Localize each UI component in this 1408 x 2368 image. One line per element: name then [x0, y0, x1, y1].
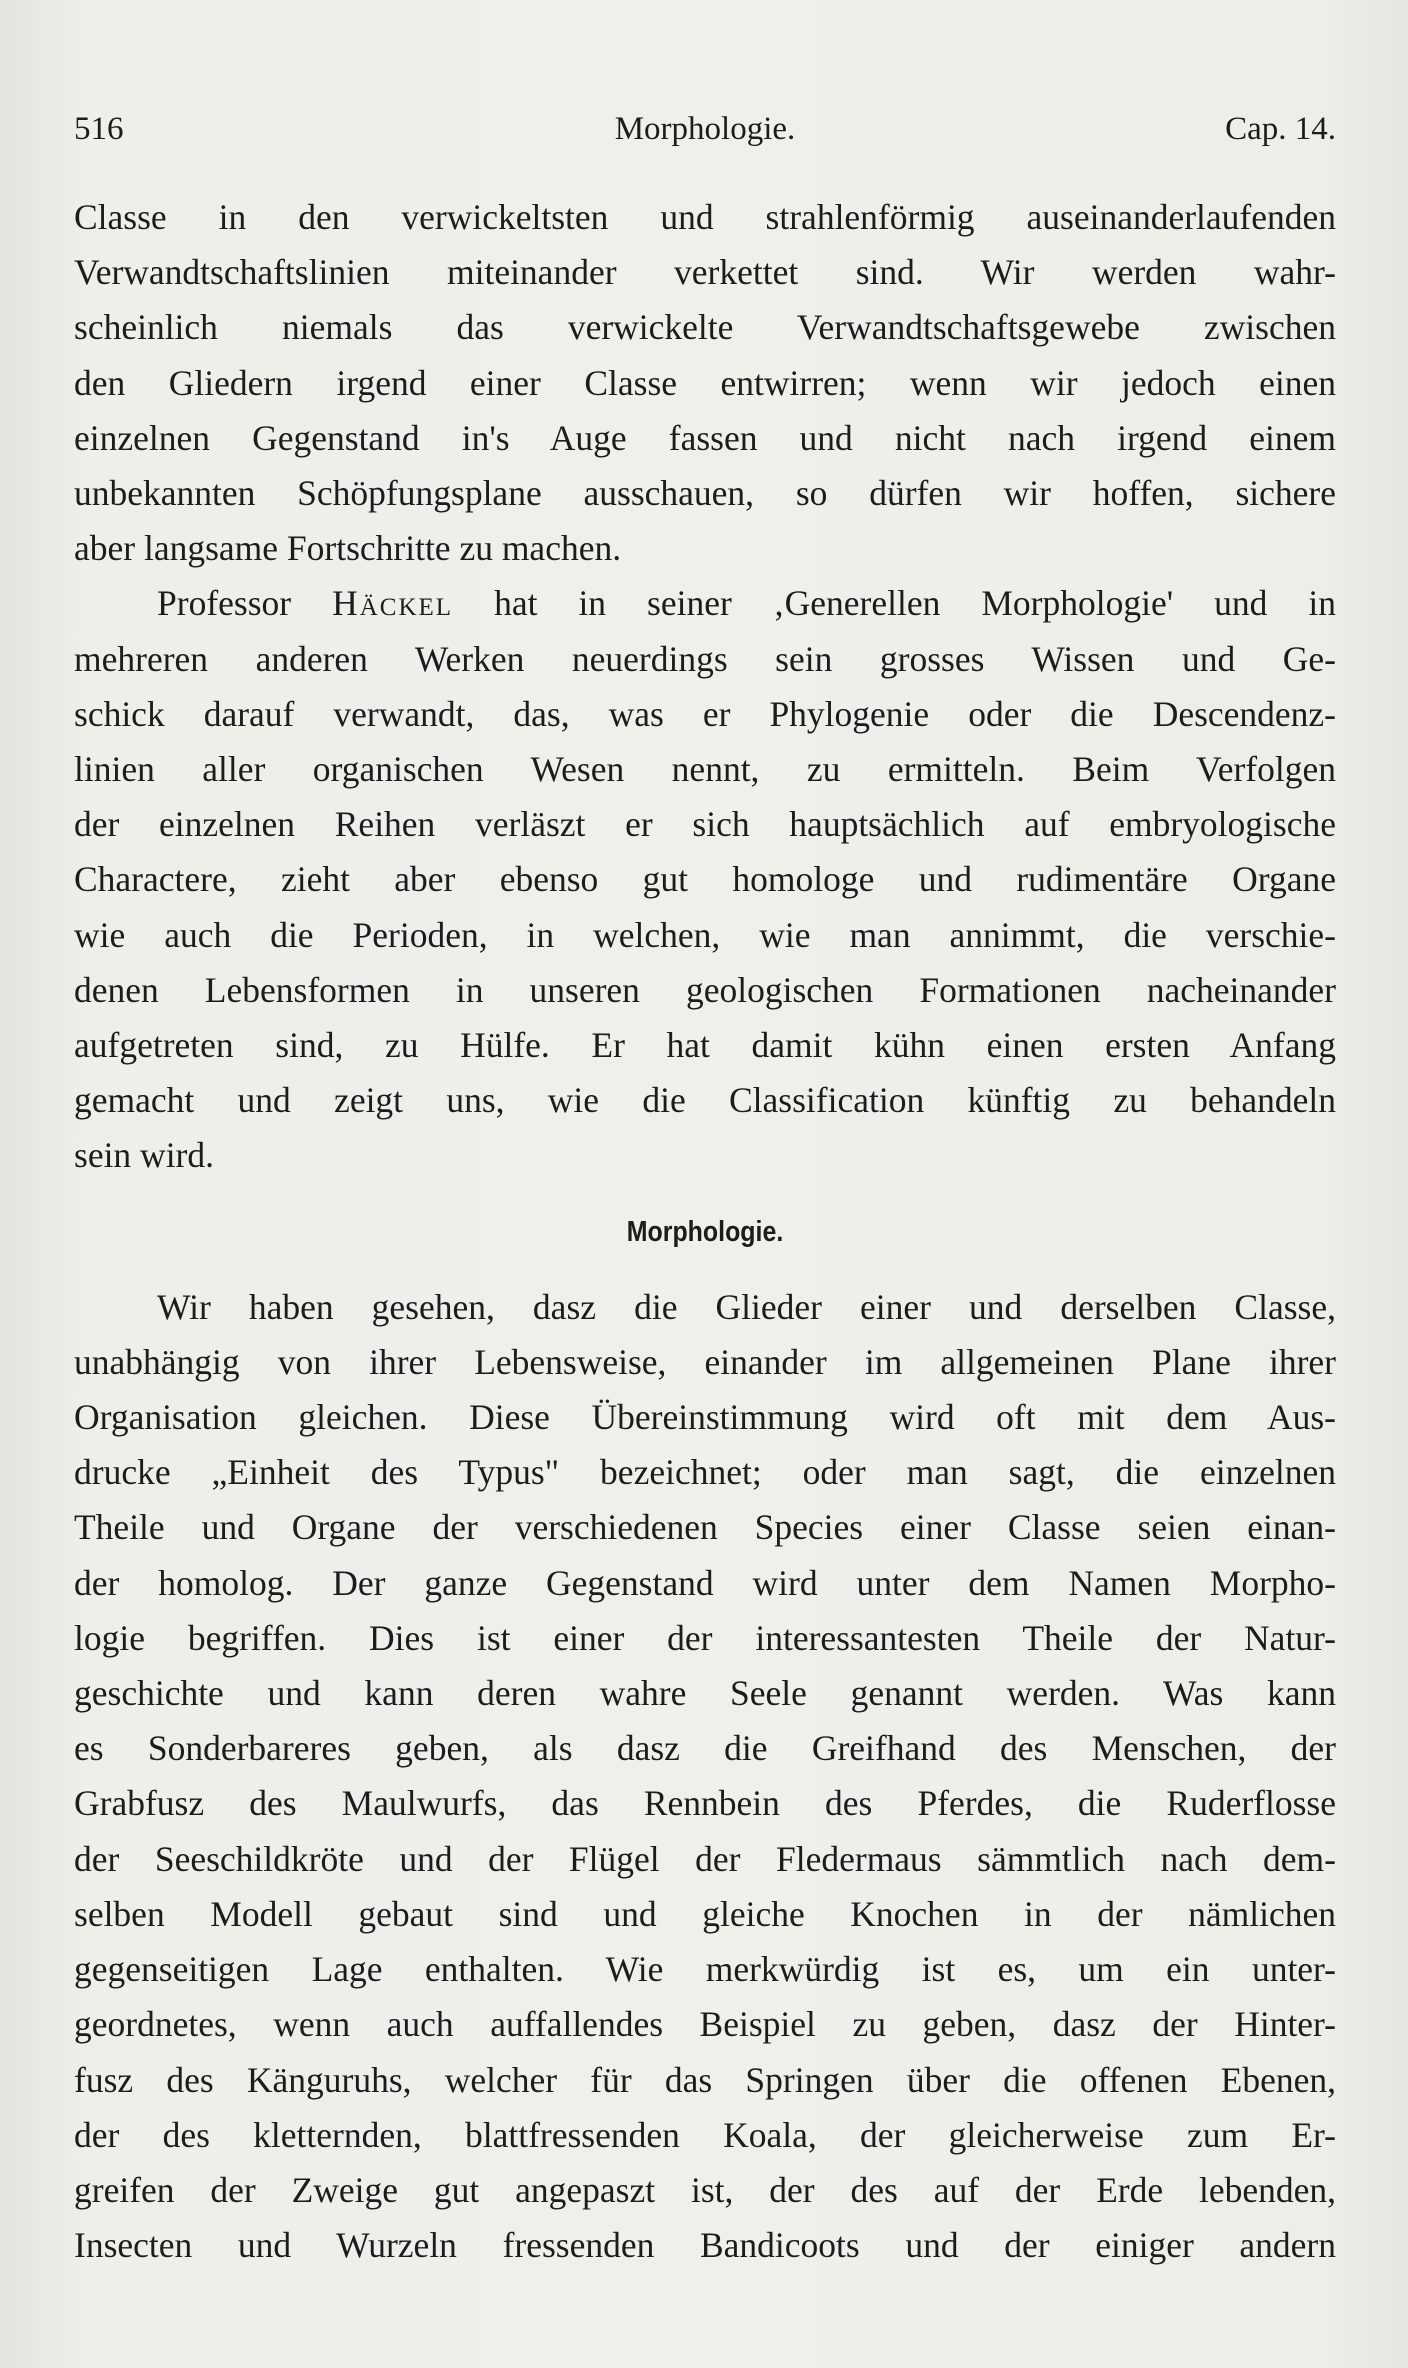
author-name: Häckel [332, 583, 454, 624]
text-line: Verwandtschaftslinien miteinander verkettet sind. Wir werden wahr- [74, 252, 1336, 293]
text-line: Grabfusz des Maulwurfs, das Rennbein des Pferdes, die Ruderflosse [74, 1783, 1336, 1824]
text-line: Charactere, zieht aber ebenso gut homologe und rudimentäre Organe [74, 859, 1336, 900]
text-line: unbekannten Schöpfungsplane ausschauen, so dürfen wir hoffen, sichere [74, 473, 1336, 514]
section-heading: Morphologie. [626, 1215, 784, 1248]
text-line: Insecten und Wurzeln fressenden Bandicoots und der einiger andern [74, 2225, 1336, 2266]
text-line: der homolog. Der ganze Gegenstand wird unter dem Namen Morpho- [74, 1562, 1336, 1603]
text-line: greifen der Zweige gut angepaszt ist, der des auf der Erde lebenden, [74, 2169, 1336, 2210]
text-line: Classe in den verwickeltsten und strahlenförmig auseinanderlaufenden [74, 197, 1336, 237]
text-fragment: Professor [157, 583, 292, 624]
text-line: sein wird. [74, 1135, 215, 1176]
text-line: Wir haben gesehen, dasz die Glieder einer und derselben Classe, [157, 1286, 1336, 1327]
paragraph-continued [74, 190, 1336, 576]
running-title: Morphologie. [614, 111, 796, 147]
text-line: der Seeschildkröte und der Flügel der Fledermaus sämmtlich nach dem- [74, 1838, 1336, 1879]
text-line: gemacht und zeigt uns, wie die Classification künftig zu behandeln [74, 1080, 1336, 1121]
text-line: mehreren anderen Werken neuerdings sein grosses Wissen und Ge- [74, 638, 1336, 679]
text-line: der des kletternden, blattfressenden Koala, der gleicherweise zum Er- [74, 2114, 1336, 2155]
text-line: aber langsame Fortschritte zu machen. [74, 528, 622, 569]
text-line: selben Modell gebaut sind und gleiche Knochen in der nämlichen [74, 1893, 1336, 1934]
text-line: denen Lebensformen in unseren geologischen Formationen nacheinander [74, 969, 1336, 1010]
paragraph-haeckel [74, 576, 1336, 1183]
text-line: es Sonderbareres geben, als dasz die Greifhand des Menschen, der [74, 1728, 1336, 1769]
text-line: linien aller organischen Wesen nennt, zu ermitteln. Beim Verfolgen [74, 749, 1336, 790]
text-line: scheinlich niemals das verwickelte Verwandtschaftsgewebe zwischen [74, 307, 1336, 348]
paragraph-morphologie [74, 1280, 1336, 2274]
text-line: drucke „Einheit des Typus" bezeichnet; oder man sagt, die einzelnen [74, 1452, 1336, 1493]
text-line: gegenseitigen Lage enthalten. Wie merkwürdig ist es, um ein unter- [74, 1949, 1336, 1990]
running-head [74, 104, 1336, 154]
text-line: aufgetreten sind, zu Hülfe. Er hat damit kühn einen ersten Anfang [74, 1025, 1336, 1066]
text-line: geordnetes, wenn auch auffallendes Beispiel zu geben, dasz der Hinter- [74, 2004, 1336, 2045]
text-line: Organisation gleichen. Diese Übereinstimmung wird oft mit dem Aus- [74, 1397, 1336, 1438]
text-line: unabhängig von ihrer Lebensweise, einander im allgemeinen Plane ihrer [74, 1341, 1336, 1382]
text-fragment: hat in seiner ‚Generellen Morphologie' und in [494, 583, 1336, 624]
text-line: wie auch die Perioden, in welchen, wie man annimmt, die verschie- [74, 914, 1336, 955]
text-line: schick darauf verwandt, das, was er Phylogenie oder die Descendenz- [74, 693, 1336, 734]
body-text [74, 190, 1336, 2273]
text-line: fusz des Känguruhs, welcher für das Springen über die offenen Ebenen, [74, 2059, 1336, 2100]
text-line: logie begriffen. Dies ist einer der interessantesten Theile der Natur- [74, 1617, 1336, 1658]
page-number: 516 [74, 111, 124, 147]
text-line: Theile und Organe der verschiedenen Species einer Classe seien einan- [74, 1507, 1336, 1548]
text-line: der einzelnen Reihen verläszt er sich hauptsächlich auf embryologische [74, 804, 1336, 845]
text-line: geschichte und kann deren wahre Seele genannt werden. Was kann [74, 1673, 1336, 1714]
chapter-label: Cap. 14. [1225, 111, 1336, 147]
text-line: den Gliedern irgend einer Classe entwirren; wenn wir jedoch einen [74, 362, 1336, 403]
text-line: einzelnen Gegenstand in's Auge fassen und nicht nach irgend einem [74, 417, 1336, 458]
text-line [74, 576, 1336, 631]
